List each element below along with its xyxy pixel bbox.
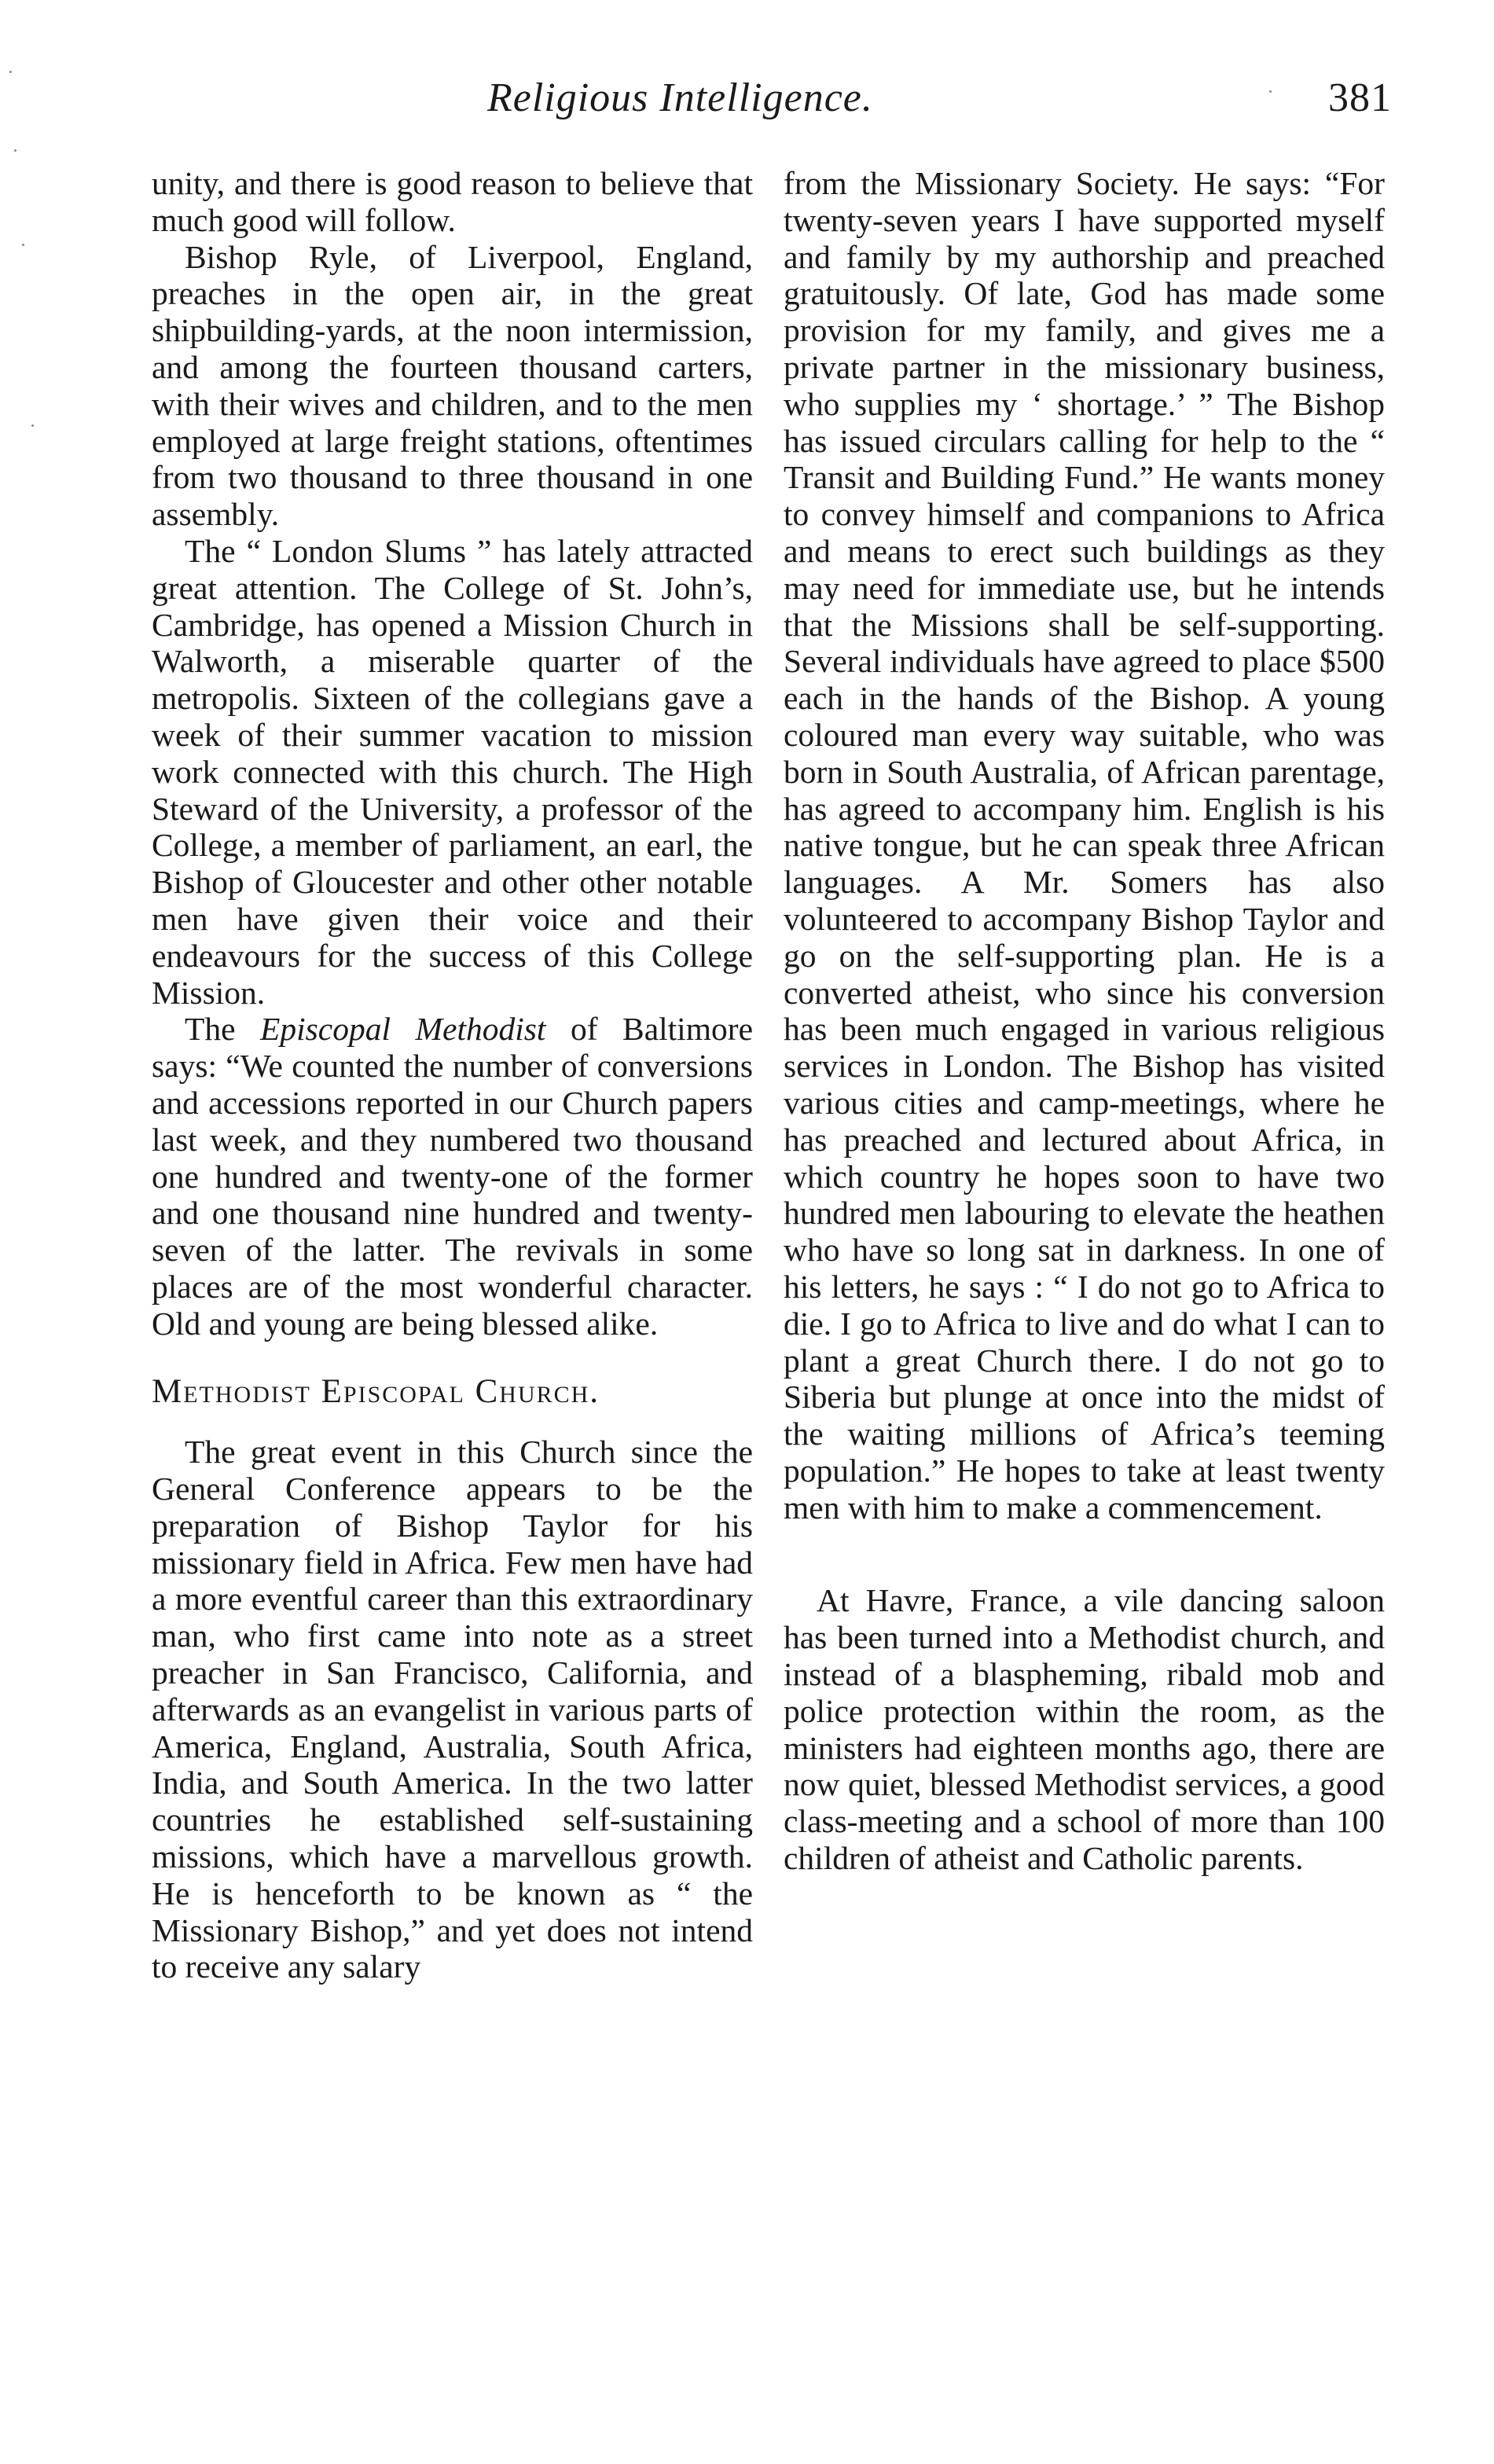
section-heading: Methodist Episcopal Church.	[152, 1372, 600, 1410]
margin-mark	[14, 149, 17, 152]
paragraph: unity, and there is good reason to believe that much good will follow.	[152, 165, 753, 238]
section-gap	[784, 1526, 1385, 1582]
paragraph: The “ London Slums ” has lately attracted great attention. The College of St. John’s, Cambridge, has opened a Mission Church in Walworth, a miserable quarter of the metropolis. Sixteen of the collegians gave a week of their summer vacation to mission work connected with this church. The High Steward of the University, a professor of the College, a member of parliament, an earl, the Bishop of Gloucester and other other notable men have given their voice and their endeavours for the success of this College Mission.	[152, 532, 753, 1011]
right-column	[784, 165, 1385, 1877]
paragraph-text: of Baltimore says: “We counted the number of conversions and accessions reported in our Church papers last week, and they numbered two thousand one hundred and twenty-one of the former and one thousand nine hundred and twenty-seven of the latter. The revivals in some places are of the most wonderful character. Old and young are being blessed alike.	[152, 1011, 753, 1342]
paragraph	[152, 1011, 753, 1342]
paragraph: At Havre, France, a vile dancing saloon has been turned into a Methodist church, and instead of a blaspheming, ribald mob and police protection within the room, as the ministers had eighteen months ago, there are now quiet, blessed Methodist services, a good class-meeting and a school of more than 100 children of atheist and Catholic parents.	[784, 1582, 1385, 1877]
running-head: Religious Intelligence.	[487, 75, 873, 120]
paragraph: from the Missionary Society. He says: “For twenty-seven years I have supported myself and family by my authorship and preached gratuitously. Of late, God has made some provision for my family, and gives me a private partner in the missionary business, who supplies my ‘ shortage.’ ” The Bishop has issued circulars calling for help to the “ Transit and Building Fund.” He wants money to convey himself and companions to Africa and means to erect such buildings as they may need for immediate use, but he intends that the Missions shall be self-supporting. Several individuals have agreed to place $500 each in the hands of the Bishop. A young coloured man every way suitable, who was born in South Australia, of African parentage, has agreed to accompany him. English is his native tongue, but he can speak three African languages. A Mr. Somers has also volunteered to accompany Bishop Taylor and go on the self-supporting plan. He is a converted atheist, who since his conversion has been much engaged in various religious services in London. The Bishop has visited various cities and camp-meetings, where he has preached and lectured about Africa, in which country he hopes soon to have two hundred men labouring to elevate the heathen who have so long sat in darkness. In one of his letters, he says : “ I do not go to Africa to die. I go to Africa to live and do what I can to plant a great Church there. I do not go to Siberia but plunge at once into the midst of the waiting millions of Africa’s teeming population.” He hopes to take at least twenty men with him to make a commencement.	[784, 165, 1385, 1526]
margin-mark	[1269, 90, 1272, 93]
page-number: 381	[1328, 75, 1392, 120]
margin-mark	[9, 71, 12, 73]
margin-mark	[22, 244, 24, 246]
left-column	[152, 165, 753, 1985]
margin-mark	[31, 424, 34, 427]
publication-title: Episcopal Methodist	[260, 1011, 546, 1048]
paragraph-text: The	[185, 1011, 261, 1048]
paragraph: The great event in this Church since the General Conference appears to be the preparation of Bishop Taylor for his missionary field in Africa. Few men have had a more eventful career than this extraordinary man, who first came into note as a street preacher in San Francisco, California, and afterwards as an evangelist in various parts of America, England, Australia, South Africa, India, and South America. In the two latter countries he established self-sustaining missions, which have a marvellous growth. He is henceforth to be known as “ the Missionary Bishop,” and yet does not intend to receive any salary	[152, 1434, 753, 1985]
paragraph: Bishop Ryle, of Liverpool, England, preaches in the open air, in the great shipbuilding-yards, at the noon intermission, and among the fourteen thousand carters, with their wives and children, and to the men employed at large freight stations, oftentimes from two thousand to three thousand in one assembly.	[152, 238, 753, 533]
